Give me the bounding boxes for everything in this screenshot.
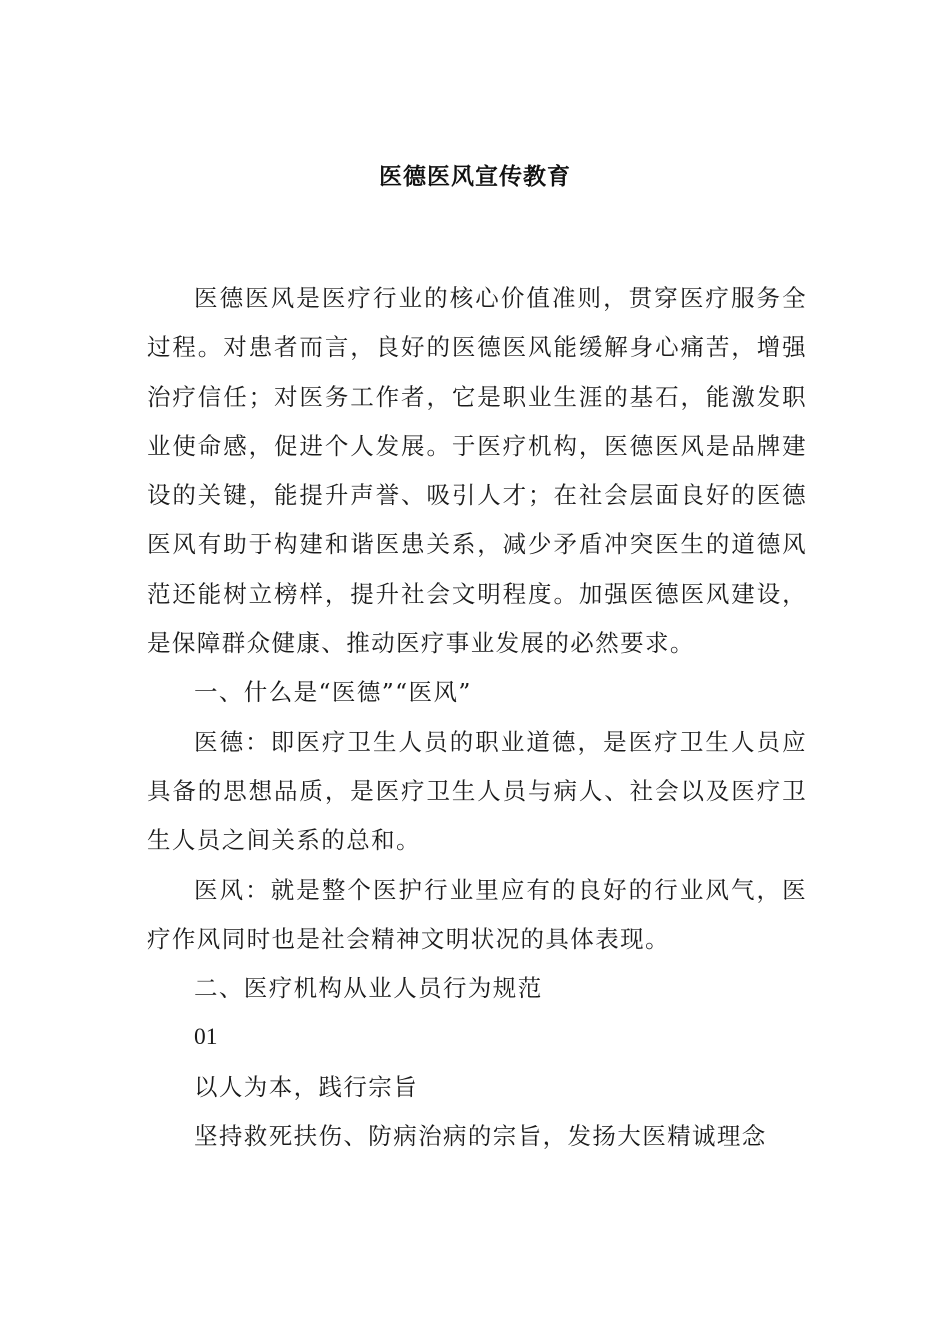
- document-body: [147, 274, 807, 1161]
- intro-paragraph: 医德医风是医疗行业的核心价值准则，贯穿医疗服务全过程。对患者而言，良好的医德医风能缓解身心痛苦，增强治疗信任；对医务工作者，它是职业生涯的基石，能激发职业使命感，促进个人发展。于医疗机构，医德医风是品牌建设的关键，能提升声誉、吸引人才；在社会层面良好的医德医风有助于构建和谐医患关系，减少矛盾冲突医生的道德风范还能树立榜样，提升社会文明程度。加强医德医风建设，是保障群众健康、推动医疗事业发展的必然要求。: [147, 284, 807, 658]
- definition-yifeng-paragraph: 医风：就是整个医护行业里应有的良好的行业风气，医疗作风同时也是社会精神文明状况的具体表现。: [147, 875, 807, 953]
- document-title: 医德医风宣传教育: [379, 163, 571, 190]
- section-heading-2: 二、医疗机构从业人员行为规范: [194, 974, 543, 1003]
- item-heading: 以人为本，践行宗旨: [194, 1072, 419, 1101]
- item-number: 01: [194, 1024, 218, 1051]
- item-paragraph: 坚持救死扶伤、防病治病的宗旨，发扬大医精诚理念: [194, 1122, 767, 1151]
- definition-yide-paragraph: 医德：即医疗卫生人员的职业道德，是医疗卫生人员应具备的思想品质，是医疗卫生人员与病人、社会以及医疗卫生人员之间关系的总和。: [147, 727, 807, 855]
- section-heading-1: 一、什么是“医德”“医风”: [194, 678, 472, 707]
